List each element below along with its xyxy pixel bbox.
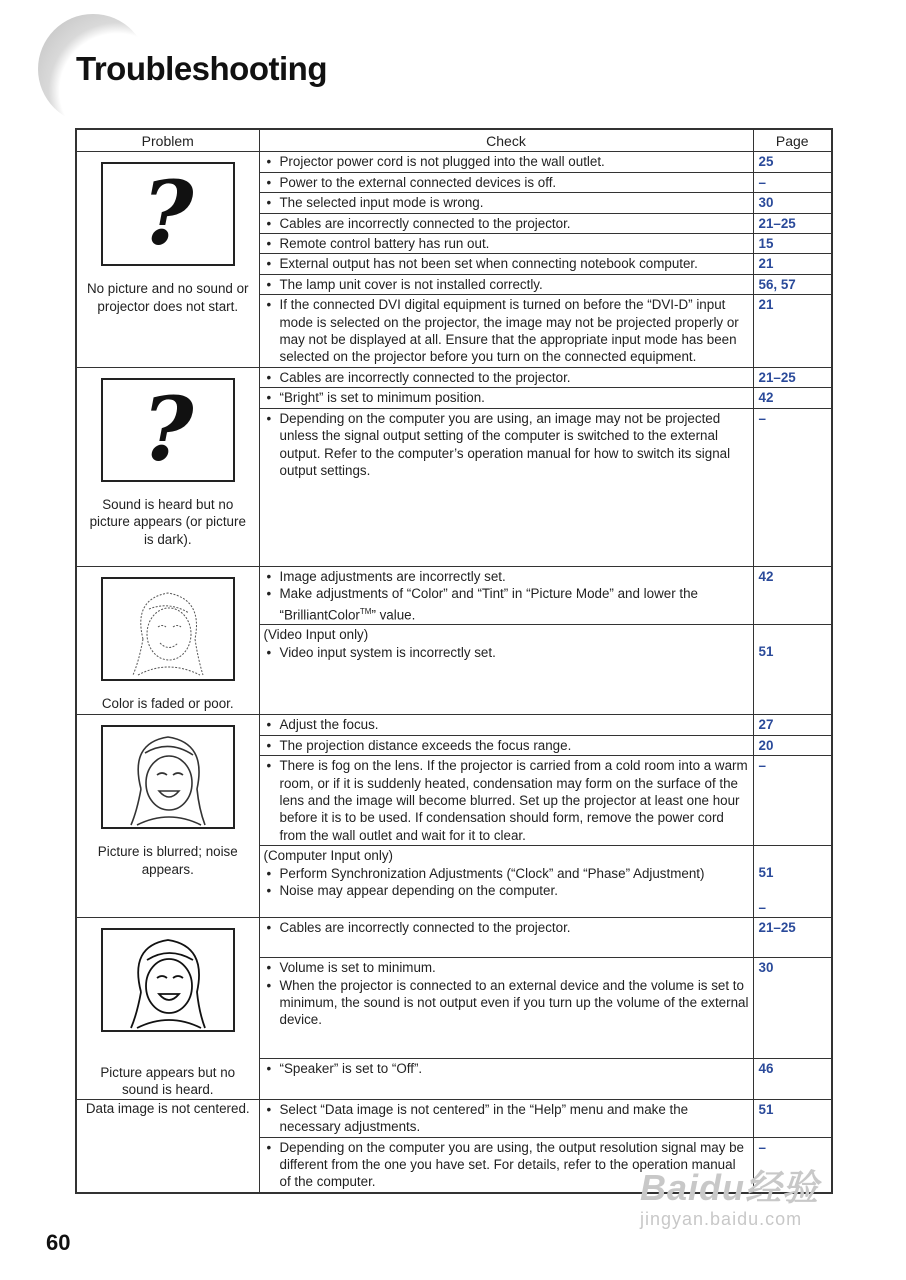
header-check: Check [259, 129, 753, 152]
check-cell [259, 254, 753, 274]
problem-text: Data image is not centered. [85, 1100, 250, 1116]
check-cell [259, 234, 753, 254]
check-item: • Video input system is incorrectly set. [264, 644, 749, 661]
table-row [76, 1099, 832, 1137]
table-row [76, 152, 832, 172]
check-item: • External output has not been set when connecting notebook computer. [264, 255, 749, 272]
check-cell [259, 735, 753, 755]
header-problem: Problem [76, 129, 259, 152]
check-cell [259, 193, 753, 213]
check-item: • Adjust the focus. [264, 716, 749, 733]
page-ref: 56, 57 [753, 274, 832, 294]
blurred-face-illustration [101, 725, 235, 829]
check-item: • “Speaker” is set to “Off”. [264, 1060, 749, 1077]
page-ref: 42 [753, 388, 832, 408]
page-ref: 46 [753, 1058, 832, 1099]
input-note: (Video Input only) [263, 627, 369, 643]
page-ref: 21–25 [753, 213, 832, 233]
clear-face-illustration [101, 928, 235, 1032]
page-ref: 30 [753, 958, 832, 1058]
check-item: • When the projector is connected to an external device and the volume is set to minimum, the sound is not output even if you turn up the volume of the external device. [264, 977, 749, 1029]
check-item: • Remote control battery has run out. [264, 235, 749, 252]
problem-cell [76, 367, 259, 566]
check-item: • Power to the external connected devices is off. [264, 174, 749, 191]
check-item: • Projector power cord is not plugged into the wall outlet. [264, 153, 749, 170]
page-ref: 25 [753, 152, 832, 172]
check-cell [259, 756, 753, 846]
table-header-row [76, 129, 832, 152]
page-ref: 51 [753, 1099, 832, 1137]
page-ref: 15 [753, 234, 832, 254]
problem-cell [76, 918, 259, 1100]
problem-text: Picture appears but no sound is heard. [100, 1065, 236, 1098]
page-ref: 42 [753, 566, 832, 625]
watermark-logo: Baidu经验 [640, 1167, 820, 1208]
page-ref-value: – [758, 899, 766, 915]
header-page: Page [753, 129, 832, 152]
check-cell [259, 274, 753, 294]
question-mark-icon: ? [141, 376, 194, 481]
check-item: • Volume is set to minimum. [264, 959, 749, 976]
check-item: • Cables are incorrectly connected to the projector. [264, 215, 749, 232]
check-item-text-end: ” value. [371, 606, 416, 622]
page-ref: 20 [753, 735, 832, 755]
question-illustration [101, 378, 235, 482]
check-item [264, 585, 749, 623]
problem-cell [76, 152, 259, 367]
check-item: • Cables are incorrectly connected to the projector. [264, 369, 749, 386]
table-row [76, 715, 832, 735]
check-item: • Depending on the computer you are using, the output resolution signal may be different from the one you have set. For details, refer to the operation manual of the computer. [264, 1139, 749, 1191]
problem-text: Sound is heard but no picture appears (or picture is dark). [89, 496, 246, 547]
trademark: TM [359, 606, 372, 616]
page-ref: – [753, 756, 832, 846]
problem-text: No picture and no sound or projector does not start. [86, 281, 249, 314]
troubleshooting-table [75, 128, 833, 1194]
check-item: • Depending on the computer you are using, an image may not be projected unless the signal output setting of the computer is switched to the external output. Refer to the computer’s operation manual for how to switch its signal output settings. [264, 410, 749, 480]
watermark-url: jingyan.baidu.com [640, 1209, 803, 1229]
table-row [76, 566, 832, 625]
check-item-text: Make adjustments of “Color” and “Tint” in “Picture Mode” and lower the “BrilliantColor [279, 586, 699, 622]
page-title: Troubleshooting [76, 50, 327, 87]
check-item: • Cables are incorrectly connected to the projector. [264, 919, 749, 936]
question-illustration [101, 162, 235, 266]
check-cell [259, 295, 753, 368]
check-item: • “Bright” is set to minimum position. [264, 389, 749, 406]
input-note: (Computer Input only) [263, 848, 393, 864]
page-ref: 21–25 [753, 367, 832, 387]
check-item: • The projection distance exceeds the focus range. [264, 737, 749, 754]
check-item: • There is fog on the lens. If the projector is carried from a cold room into a warm room, or if it is suddenly heated, condensation may form on the surface of the lens and the image will become blurred. Set up the projector at least one hour before it is to be used. If condensation should form, remove the power cord from the wall outlet and wait for it to clear. [264, 757, 749, 844]
check-item: • Image adjustments are incorrectly set. [264, 568, 749, 585]
check-cell [259, 367, 753, 387]
problem-cell [76, 1099, 259, 1193]
girl-face-icon [103, 930, 233, 1030]
check-item: • If the connected DVI digital equipment is turned on before the “DVI-D” input mode is selected on the projector, the image may not be projected properly or may not be displayed at all. Ensure that the appropriate input mode has been selected on the projector before you turn on the connected equipment. [264, 296, 749, 366]
page-ref [753, 846, 832, 918]
check-cell [259, 408, 753, 566]
check-cell [259, 715, 753, 735]
problem-text: Picture is blurred; noise appears. [97, 844, 238, 877]
check-cell [259, 566, 753, 625]
page-ref-value: 51 [758, 865, 774, 881]
check-cell [259, 846, 753, 918]
page-ref: – [753, 1137, 832, 1193]
table-row [76, 918, 832, 958]
check-cell [259, 625, 753, 715]
page-ref: 30 [753, 193, 832, 213]
page-ref: 21–25 [753, 918, 832, 958]
page-ref: 27 [753, 715, 832, 735]
check-item: • Select “Data image is not centered” in the “Help” menu and make the necessary adjustments. [264, 1101, 749, 1136]
check-item: • Perform Synchronization Adjustments (“Clock” and “Phase” Adjustment) [264, 865, 749, 882]
page-ref [753, 625, 832, 715]
check-cell [259, 152, 753, 172]
check-cell [259, 1099, 753, 1137]
check-cell [259, 213, 753, 233]
problem-cell [76, 566, 259, 715]
page-ref: 21 [753, 254, 832, 274]
check-cell [259, 172, 753, 192]
check-cell [259, 1137, 753, 1193]
girl-face-icon [103, 727, 233, 827]
check-item: • Noise may appear depending on the computer. [264, 882, 749, 899]
page-ref: – [753, 408, 832, 566]
check-cell [259, 918, 753, 958]
table-row [76, 367, 832, 387]
problem-cell [76, 715, 259, 918]
check-item: • The selected input mode is wrong. [264, 194, 749, 211]
page-ref-value: 51 [758, 644, 774, 660]
problem-text: Color is faded or poor. [101, 695, 234, 711]
question-mark-icon: ? [141, 161, 194, 266]
page-number: 60 [46, 1230, 71, 1255]
check-cell [259, 958, 753, 1058]
check-cell [259, 1058, 753, 1099]
check-cell [259, 388, 753, 408]
page-ref: – [753, 172, 832, 192]
page-ref: 21 [753, 295, 832, 368]
faded-face-illustration [101, 577, 235, 681]
girl-face-icon [103, 579, 233, 679]
check-item: • The lamp unit cover is not installed correctly. [264, 276, 749, 293]
